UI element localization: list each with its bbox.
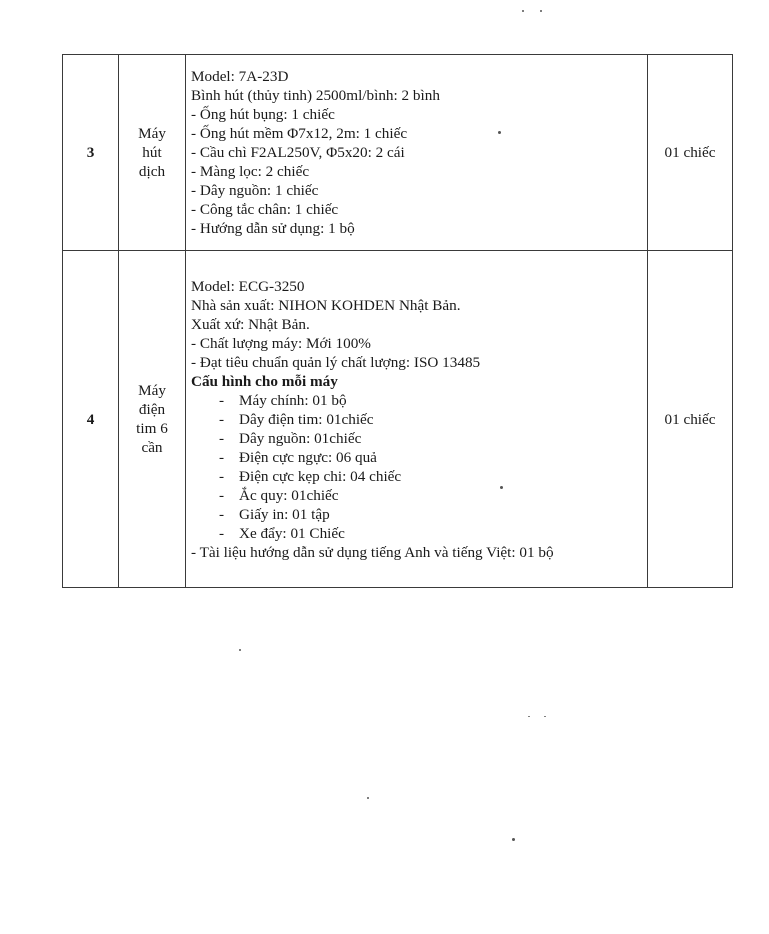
description-line: - Dây nguồn: 1 chiếc <box>191 182 319 199</box>
config-item-dash: - <box>219 391 225 409</box>
table-row <box>63 251 733 588</box>
quantity: 01 chiếc <box>648 251 733 588</box>
config-item-dash: - <box>219 524 225 542</box>
equipment-name <box>119 55 186 251</box>
description-line: Model: 7A-23D <box>191 68 289 85</box>
description-line: Bình hút (thủy tinh) 2500ml/bình: 2 bình <box>191 87 440 104</box>
equipment-name-line: tim 6 <box>136 420 168 437</box>
config-item <box>191 505 643 524</box>
equipment-name-line: hút <box>142 144 162 161</box>
description-footer: - Tài liệu hướng dẫn sử dụng tiếng Anh và tiếng Việt: 01 bộ <box>191 543 554 561</box>
equipment-name-line: Máy <box>138 125 166 142</box>
description-line: Nhà sản xuất: NIHON KOHDEN Nhật Bản. <box>191 296 461 314</box>
scan-speck <box>500 486 503 489</box>
equipment-name-line: điện <box>138 401 166 418</box>
description-line: - Công tắc chân: 1 chiếc <box>191 201 339 218</box>
description-line: - Chất lượng máy: Mới 100% <box>191 334 371 352</box>
config-item-text: Điện cực kẹp chi: 04 chiếc <box>239 467 402 485</box>
config-item-text: Dây nguồn: 01chiếc <box>239 429 362 447</box>
config-item-dash: - <box>219 467 225 485</box>
equipment-name-line: Máy <box>138 382 166 399</box>
config-item <box>191 448 643 467</box>
config-item <box>191 410 643 429</box>
equipment-name <box>119 251 186 588</box>
description-line: Model: ECG-3250 <box>191 277 305 295</box>
equipment-name-line: cần <box>141 439 163 456</box>
scan-speck <box>540 10 542 12</box>
config-item-text: Xe đẩy: 01 Chiếc <box>239 524 345 542</box>
config-item <box>191 429 643 448</box>
config-item-dash: - <box>219 486 225 504</box>
description-line: - Ống hút mềm Φ7x12, 2m: 1 chiếc <box>191 125 408 142</box>
row-number: 4 <box>63 251 119 588</box>
description-line: - Cầu chì F2AL250V, Φ5x20: 2 cái <box>191 144 405 161</box>
equipment-description <box>186 55 648 251</box>
description-line: - Hướng dẫn sử dụng: 1 bộ <box>191 220 355 237</box>
config-item-dash: - <box>219 410 225 428</box>
row-number: 3 <box>63 55 119 251</box>
config-item-text: Ắc quy: 01chiếc <box>239 486 339 504</box>
equipment-table <box>62 54 733 588</box>
config-item-dash: - <box>219 429 225 447</box>
scan-speck <box>512 838 515 841</box>
config-item-dash: - <box>219 448 225 466</box>
table-row <box>63 55 733 251</box>
description-line: - Màng lọc: 2 chiếc <box>191 163 310 180</box>
scan-speck <box>544 716 546 717</box>
config-item-text: Dây điện tim: 01chiếc <box>239 410 374 428</box>
scan-speck <box>528 716 530 717</box>
scan-speck <box>498 131 501 134</box>
equipment-name-line: dịch <box>138 163 166 180</box>
config-item <box>191 391 643 410</box>
equipment-description <box>186 251 648 588</box>
config-heading: Cấu hình cho mỗi máy <box>191 372 338 390</box>
config-item <box>191 524 643 543</box>
config-item-text: Giấy in: 01 tập <box>239 505 330 523</box>
quantity: 01 chiếc <box>648 55 733 251</box>
config-item-text: Máy chính: 01 bộ <box>239 391 347 409</box>
description-line: - Đạt tiêu chuẩn quản lý chất lượng: ISO 13485 <box>191 353 481 371</box>
scan-speck <box>239 649 241 651</box>
scan-speck <box>522 10 524 12</box>
scan-speck <box>367 797 369 799</box>
config-item-text: Điện cực ngực: 06 quả <box>239 448 377 466</box>
config-item-dash: - <box>219 505 225 523</box>
description-line: - Ống hút bụng: 1 chiếc <box>191 106 335 123</box>
description-line: Xuất xứ: Nhật Bản. <box>191 315 310 333</box>
config-item <box>191 486 643 505</box>
config-item <box>191 467 643 486</box>
